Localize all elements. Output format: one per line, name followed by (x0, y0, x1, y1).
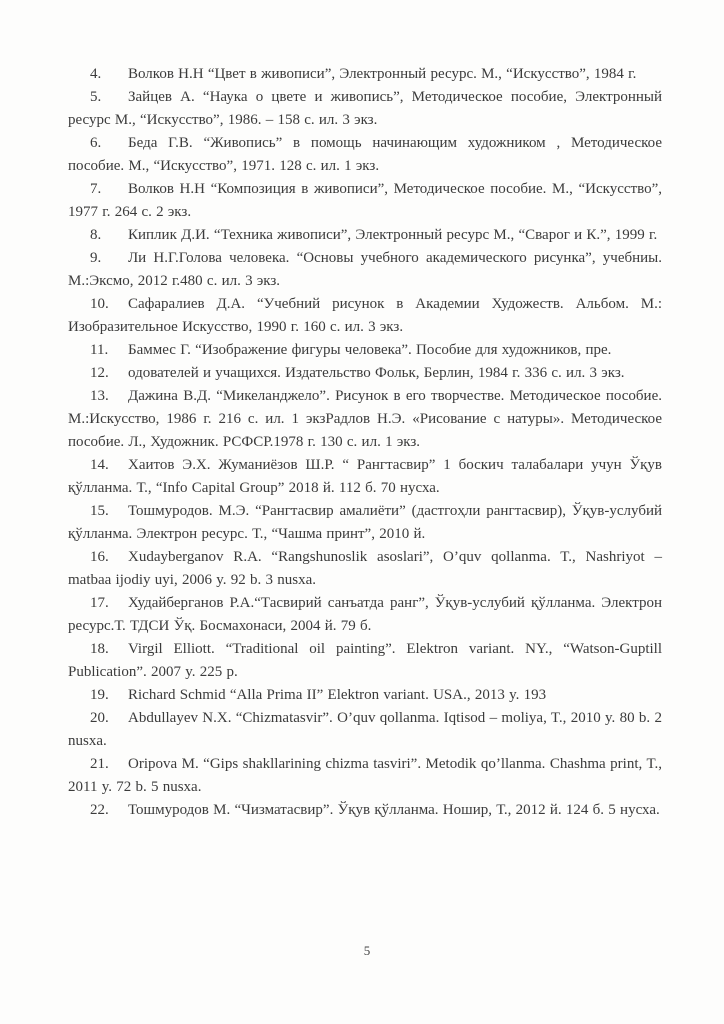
entry-text: Тошмуродов. М.Э. “Рангтасвир амалиёти” (дастгоҳли рангтасвир), Ўқув-услубий қўлланма. Электрон ресурс. Т., “Чашма принт”, 2010 й. (68, 503, 662, 542)
entry-number: 20. (90, 710, 109, 726)
entry-text: Худайберганов Р.А.“Тасвирий санъатда ранг”, Ўқув-услубий қўлланма. Электрон ресурс.Т. ТДСИ Ўқ. Босмахонаси, 2004 й. 79 б. (68, 595, 662, 634)
entry-number: 22. (90, 802, 109, 818)
entry-text: Зайцев А. “Наука о цвете и живопись”, Методическое пособие, Электронный ресурс М., “Искусство”, 1986. – 158 с. ил. 3 экз. (68, 89, 662, 128)
entry-text: Ли Н.Г.Голова человека. “Основы учебного академического рисунка”, учебниы. М.:Эксмо, 2012 г.480 с. ил. 3 экз. (68, 250, 662, 289)
bibliography-entry (68, 592, 662, 638)
entry-number: 10. (90, 296, 109, 312)
entry-number: 11. (90, 342, 109, 358)
entry-number: 6. (90, 135, 102, 151)
entry-number: 8. (90, 227, 102, 243)
entry-number: 9. (90, 250, 102, 266)
entry-number: 4. (90, 66, 102, 82)
entry-text: Сафаралиев Д.А. “Учебний рисунок в Академии Художеств. Альбом. М.: Изобразительное Искусство, 1990 г. 160 с. ил. 3 экз. (68, 296, 662, 335)
entry-text: Xudayberganov R.A. “Rangshunoslik asoslari”, O’quv qollanma. T., Nashriyot – matbaa ijodiy uyi, 2006 y. 92 b. 3 nusxa. (68, 549, 662, 588)
bibliography-entry (68, 500, 662, 546)
bibliography-entry (68, 362, 662, 385)
entry-number: 14. (90, 457, 109, 473)
bibliography-list (68, 63, 662, 822)
entry-number: 17. (90, 595, 109, 611)
bibliography-entry (68, 385, 662, 454)
bibliography-entry (68, 178, 662, 224)
bibliography-entry (68, 132, 662, 178)
entry-text: Abdullayev N.X. “Chizmatasvir”. O’quv qollanma. Iqtisod – moliya, T., 2010 y. 80 b. 2 nusxa. (68, 710, 662, 749)
entry-text: Волков Н.Н “Цвет в живописи”, Электронный ресурс. М., “Искусство”, 1984 г. (128, 66, 637, 82)
bibliography-entry (68, 339, 662, 362)
entry-number: 16. (90, 549, 109, 565)
entry-text: Richard Schmid “Alla Prima II” Elektron variant. USA., 2013 y. 193 (128, 687, 547, 703)
bibliography-entry (68, 638, 662, 684)
entry-number: 15. (90, 503, 109, 519)
entry-text: Oripova M. “Gips shakllarining chizma tasviri”. Metodik qo’llanma. Chashma print, T., 2011 y. 72 b. 5 nusxa. (68, 756, 662, 795)
bibliography-entry (68, 454, 662, 500)
entry-text: Virgil Elliott. “Traditional oil painting”. Elektron variant. NY., “Watson-Guptill Publication”. 2007 y. 225 p. (68, 641, 662, 680)
entry-number: 18. (90, 641, 109, 657)
bibliography-entry (68, 247, 662, 293)
bibliography-entry (68, 63, 662, 86)
bibliography-entry (68, 799, 662, 822)
entry-text: одователей и учащихся. Издательство Фольк, Берлин, 1984 г. 336 с. ил. 3 экз. (128, 365, 625, 381)
bibliography-entry (68, 86, 662, 132)
entry-number: 13. (90, 388, 109, 404)
entry-number: 5. (90, 89, 102, 105)
bibliography-entry (68, 546, 662, 592)
entry-text: Волков Н.Н “Композиция в живописи”, Методическое пособие. М., “Искусство”, 1977 г. 264 с. 2 экз. (68, 181, 662, 220)
entry-text: Баммес Г. “Изображение фигуры человека”. Пособие для художников, пре. (128, 342, 612, 358)
entry-text: Тошмуродов М. “Чизматасвир”. Ўқув қўлланма. Ношир, Т., 2012 й. 124 б. 5 нусха. (128, 802, 660, 818)
entry-number: 19. (90, 687, 109, 703)
page-number: 5 (363, 943, 371, 958)
bibliography-entry (68, 684, 662, 707)
entry-text: Хаитов Э.Х. Жуманиёзов Ш.Р. “ Рангтасвир” 1 боскич талабалари учун Ўқув қўлланма. Т., “Info Capital Group” 2018 й. 112 б. 70 нусха. (68, 457, 662, 496)
entry-number: 12. (90, 365, 109, 381)
bibliography-entry (68, 753, 662, 799)
entry-text: Киплик Д.И. “Техника живописи”, Электронный ресурс М., “Сварог и К.”, 1999 г. (128, 227, 658, 243)
entry-number: 21. (90, 756, 109, 772)
bibliography-entry (68, 224, 662, 247)
entry-text: Дажина В.Д. “Микеланджело”. Рисунок в его творчестве. Методическое пособие. М.:Искусство, 1986 г. 216 с. ил. 1 экзРадлов Н.Э. «Рисование с натуры». Методическое пособие. Л., Художник. РСФСР.1978 г. 130 с. ил. 1 экз. (68, 388, 662, 450)
entry-number: 7. (90, 181, 102, 197)
bibliography-entry (68, 293, 662, 339)
entry-text: Беда Г.В. “Живопись” в помощь начинающим художником , Методическое пособие. М., “Искусство”, 1971. 128 с. ил. 1 экз. (68, 135, 662, 174)
bibliography-entry (68, 707, 662, 753)
